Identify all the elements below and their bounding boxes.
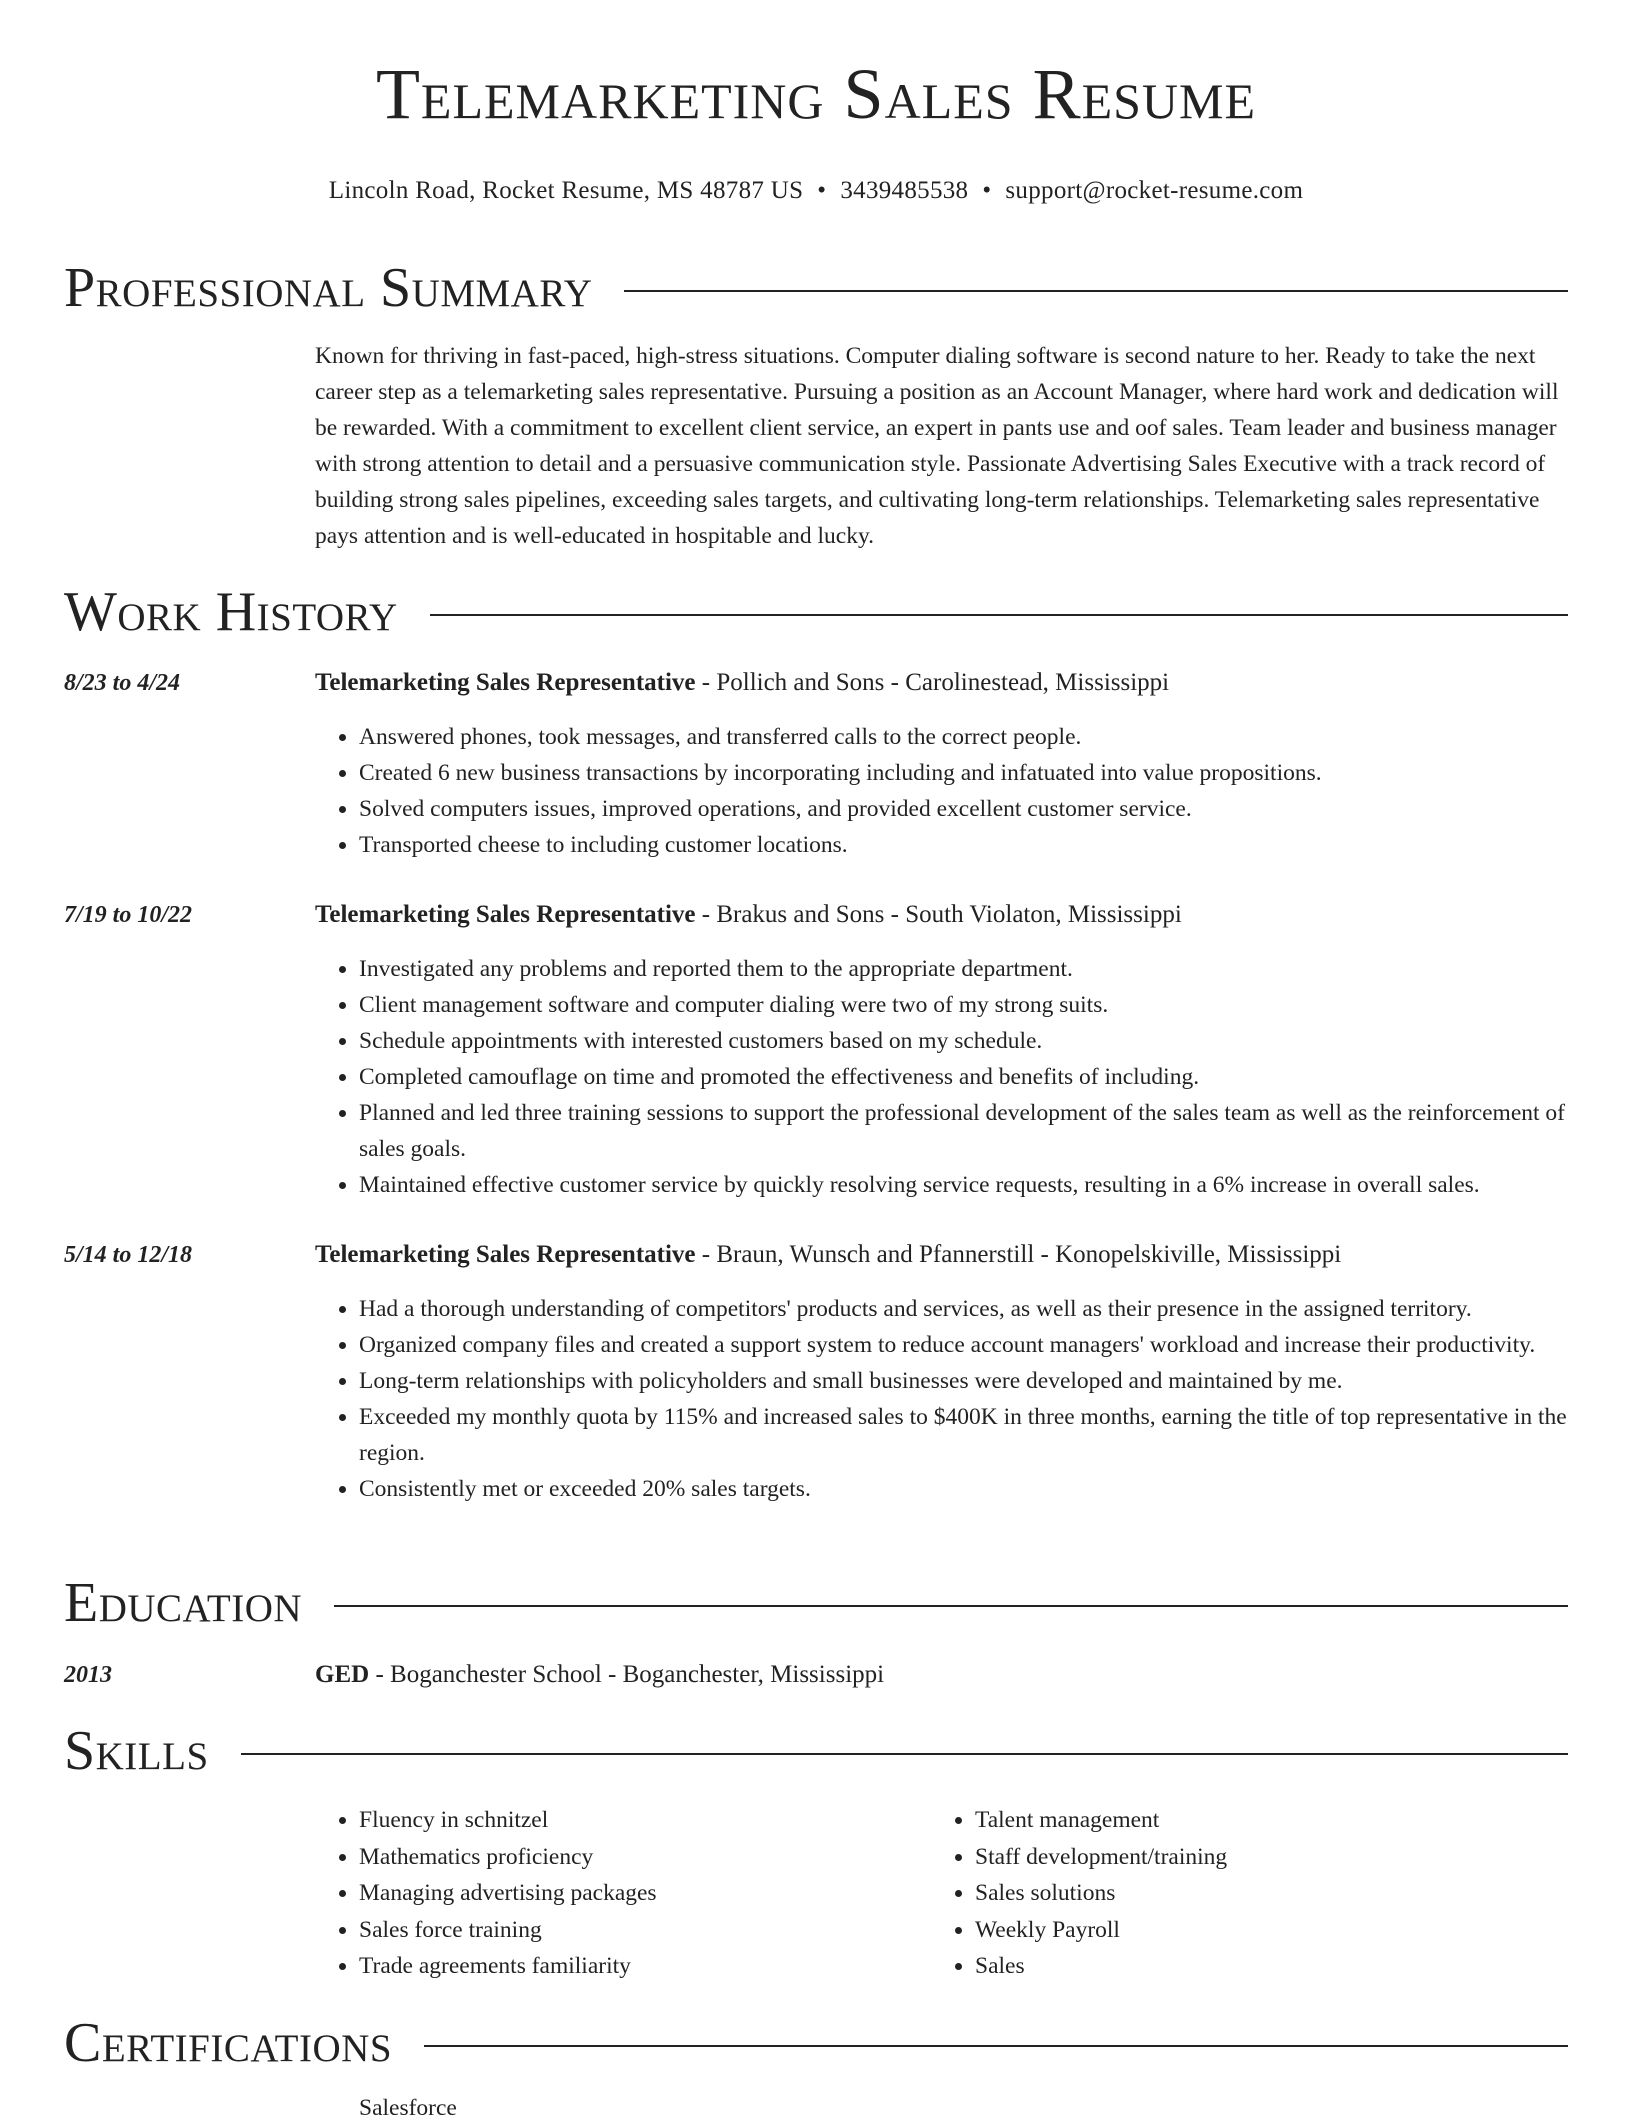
job-bullet: • Answered phones, took messages, and transferred calls to the correct people. [359,719,1568,755]
contact-address: Lincoln Road, Rocket Resume, MS 48787 US [328,177,804,204]
resume-title: Telemarketing Sales Resume [375,54,1257,134]
job-title: Telemarketing Sales Representative [315,669,696,696]
section-title-work: Work History [64,581,398,643]
job-bullets [315,1291,1568,1507]
job-bullets [315,719,1568,863]
skill-item: • Sales force training [359,1912,915,1949]
job-bullet: • Organized company files and created a support system to reduce account managers' workload and increase their productivity. [359,1327,1568,1363]
skill-item: • Weekly Payroll [975,1912,1531,1949]
section-header-certifications [64,2013,1568,2073]
job-details: - Pollich and Sons - Carolinestead, Mississippi [695,669,1170,696]
skill-item: • Sales [975,1948,1531,1985]
job-bullet: • Planned and led three training sessions to support the professional development of the sales team as well as the reinforcement of sales goals. [359,1095,1568,1167]
section-title-education: Education [64,1572,303,1634]
education-details: - Boganchester School - Boganchester, Mississippi [369,1661,885,1688]
job-bullet: • Client management software and computer dialing were two of my strong suits. [359,987,1568,1023]
contact-line [64,176,1568,206]
job-bullet: • Created 6 new business transactions by incorporating including and infatuated into value propositions. [359,755,1568,791]
education-year: 2013 [64,1662,112,1688]
skill-item: • Mathematics proficiency [359,1839,915,1876]
job-details: - Braun, Wunsch and Pfannerstill - Konopelskiville, Mississippi [695,1241,1342,1268]
job-dates: 8/23 to 4/24 [64,670,181,696]
section-divider [624,290,1568,292]
contact-separator: • [982,177,992,204]
skill-item: • Managing advertising packages [359,1875,915,1912]
job-bullets [315,951,1568,1203]
skills-list-left [315,1802,915,1985]
professional-summary [315,338,1568,554]
job-bullet: • Solved computers issues, improved operations, and provided excellent customer service. [359,791,1568,827]
skill-item: • Fluency in schnitzel [359,1802,915,1839]
section-header-skills [64,1721,1568,1781]
section-divider [430,614,1568,616]
certifications-list [315,2090,1568,2126]
section-title-summary: Professional Summary [64,257,593,319]
section-divider [334,1605,1568,1607]
job-bullet: • Investigated any problems and reported them to the appropriate department. [359,951,1568,987]
job-bullet: • Completed camouflage on time and promoted the effectiveness and benefits of including. [359,1059,1568,1095]
job-header [315,1237,1341,1273]
job-bullet: • Transported cheese to including customer locations. [359,827,1568,863]
job-header [315,665,1169,701]
job-header [315,897,1182,933]
job-dates: 7/19 to 10/22 [64,902,193,928]
job-title: Telemarketing Sales Representative [315,1241,696,1268]
section-header-work [64,582,1568,642]
job-bullet: • Maintained effective customer service by quickly resolving service requests, resulting in a 6% increase in overall sales. [359,1167,1568,1203]
contact-phone: 3439485538 [840,177,969,204]
job-bullet: • Schedule appointments with interested customers based on my schedule. [359,1023,1568,1059]
section-title-skills: Skills [64,1720,209,1782]
section-divider [424,2045,1568,2047]
section-divider [241,1753,1568,1755]
education-header [315,1657,884,1693]
skills-list-right [931,1802,1531,1985]
job-bullet: • Consistently met or exceeded 20% sales targets. [359,1471,1568,1507]
skill-item: • Trade agreements familiarity [359,1948,915,1985]
section-header-summary [64,258,1568,318]
job-bullet: • Had a thorough understanding of competitors' products and services, as well as their presence in the assigned territory. [359,1291,1568,1327]
certification-item: Salesforce [359,2095,457,2121]
job-bullet: • Long-term relationships with policyholders and small businesses were developed and maintained by me. [359,1363,1568,1399]
skill-item: • Talent management [975,1802,1531,1839]
job-details: - Brakus and Sons - South Violaton, Mississippi [695,901,1182,928]
summary-text: Known for thriving in fast-paced, high-stress situations. Computer dialing software is second nature to her. Ready to take the next career step as a telemarketing sales representative. Pursuing a position as an Account Manager, where hard work and dedication will be rewarded. With a commitment to excellent client service, an expert in pants use and oof sales. Team leader and business manager with strong attention to detail and a persuasive communication style. Passionate Advertising Sales Executive with a track record of building strong sales pipelines, exceeding sales targets, and cultivating long-term relationships. Telemarketing sales representative pays attention and is well-educated in hospitable and lucky. [315,343,1559,549]
skill-item: • Sales solutions [975,1875,1531,1912]
section-title-certifications: Certifications [64,2012,393,2074]
skill-item: • Staff development/training [975,1839,1531,1876]
education-degree: GED [315,1661,370,1688]
job-title: Telemarketing Sales Representative [315,901,696,928]
job-bullet: • Exceeded my monthly quota by 115% and increased sales to $400K in three months, earning the title of top representative in the region. [359,1399,1568,1471]
contact-separator: • [817,177,827,204]
section-header-education [64,1573,1568,1633]
job-dates: 5/14 to 12/18 [64,1242,193,1268]
contact-email: support@rocket-resume.com [1005,177,1304,204]
